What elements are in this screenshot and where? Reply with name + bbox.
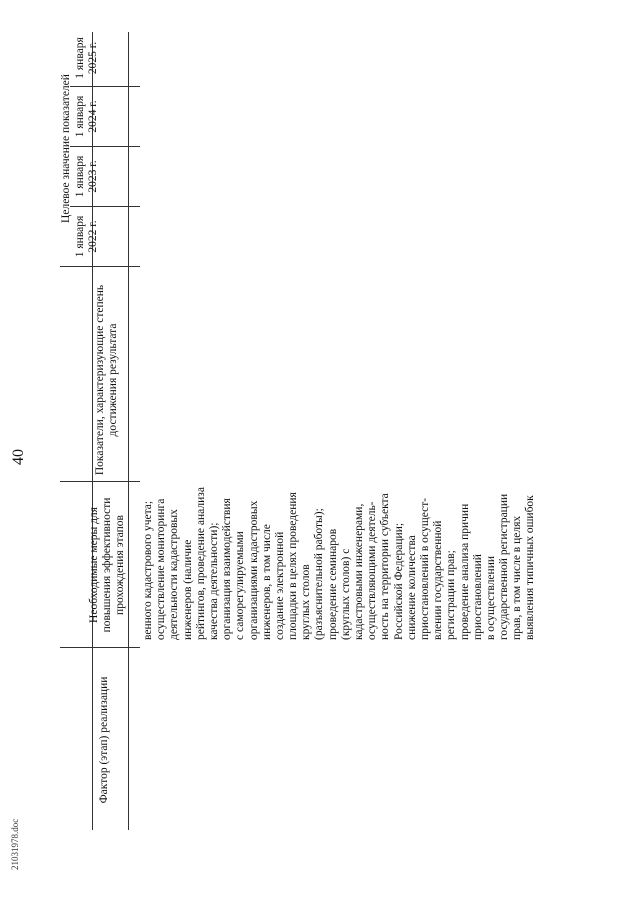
header-factor: Фактор (этап) реализации (98, 676, 110, 804)
header-year-2022: 1 января 2022 г. (74, 215, 99, 258)
measures-line: ность на территории субъекта (379, 493, 392, 640)
rotated-table-page (10, 32, 560, 870)
measures-line: инженеров, в том числе (260, 524, 273, 640)
page-number: 40 (10, 449, 27, 465)
measures-line: площадки в целях проведения (287, 492, 300, 640)
header-bottom-rule (128, 32, 129, 830)
measures-line: организация взаимодействия (221, 498, 234, 640)
col-divider-3 (60, 266, 140, 267)
col-divider-4 (70, 206, 140, 207)
file-code: 21031978.doc (10, 818, 20, 870)
measures-line: влении государственной (432, 520, 445, 640)
measures-line: кадастровыми инженерами, (353, 503, 365, 640)
col-divider-2 (60, 481, 140, 482)
measures-line: проведение семинаров (326, 528, 339, 640)
measures-line: рейтингов, проведение анализа (194, 487, 207, 640)
header-year-2025: 1 января 2025 г. (74, 37, 99, 79)
header-year-2023: 1 января 2023 г. (74, 155, 99, 198)
measures-line: осуществление мониторинга (155, 498, 168, 640)
measures-line: приостановлений в осущест- (418, 497, 431, 640)
measures-line: регистрации прав; (445, 550, 458, 640)
measures-line: организациями кадастровых (247, 500, 260, 640)
measures-line: в осуществлении (484, 555, 497, 640)
measures-line: качества деятельности); (207, 522, 220, 640)
header-year-2024: 1 января 2024 г. (74, 95, 99, 138)
measures-line: с саморегулируемыми (234, 531, 247, 640)
measures-column (142, 487, 538, 640)
measures-line: Российской Федерации; (392, 522, 405, 640)
col-divider-1 (60, 647, 140, 648)
measures-line: венного кадастрового учета; (142, 500, 154, 640)
measures-line: инженеров (наличие (181, 539, 194, 640)
measures-line: прав, в том числе в целях (511, 515, 524, 640)
measures-line: деятельности кадастровых (168, 509, 181, 640)
col-divider-5 (70, 146, 140, 147)
measures-line: круглых столов (300, 564, 313, 640)
measures-line: создание электронной (273, 531, 286, 640)
measures-line: снижение количества (405, 535, 418, 640)
measures-line: (разъяснительной работы); (313, 508, 326, 640)
measures-line: приостановлений (471, 554, 484, 640)
measures-line: государственной регистрации (498, 493, 511, 640)
measures-line: (круглых столов) с (339, 548, 352, 640)
header-target: Целевое значение показателей (60, 74, 72, 223)
col-divider-6 (70, 86, 140, 87)
header-measures: Необходимые меры для повышения эффективности прохождения этапов (88, 497, 126, 633)
measures-line: осуществляющими деятель- (366, 501, 379, 640)
header-indicators: Показатели, характеризующие степень достижения результата (94, 284, 119, 476)
measures-line: проведение анализа причин (458, 503, 471, 640)
measures-line: выявления типичных ошибок (524, 495, 537, 640)
